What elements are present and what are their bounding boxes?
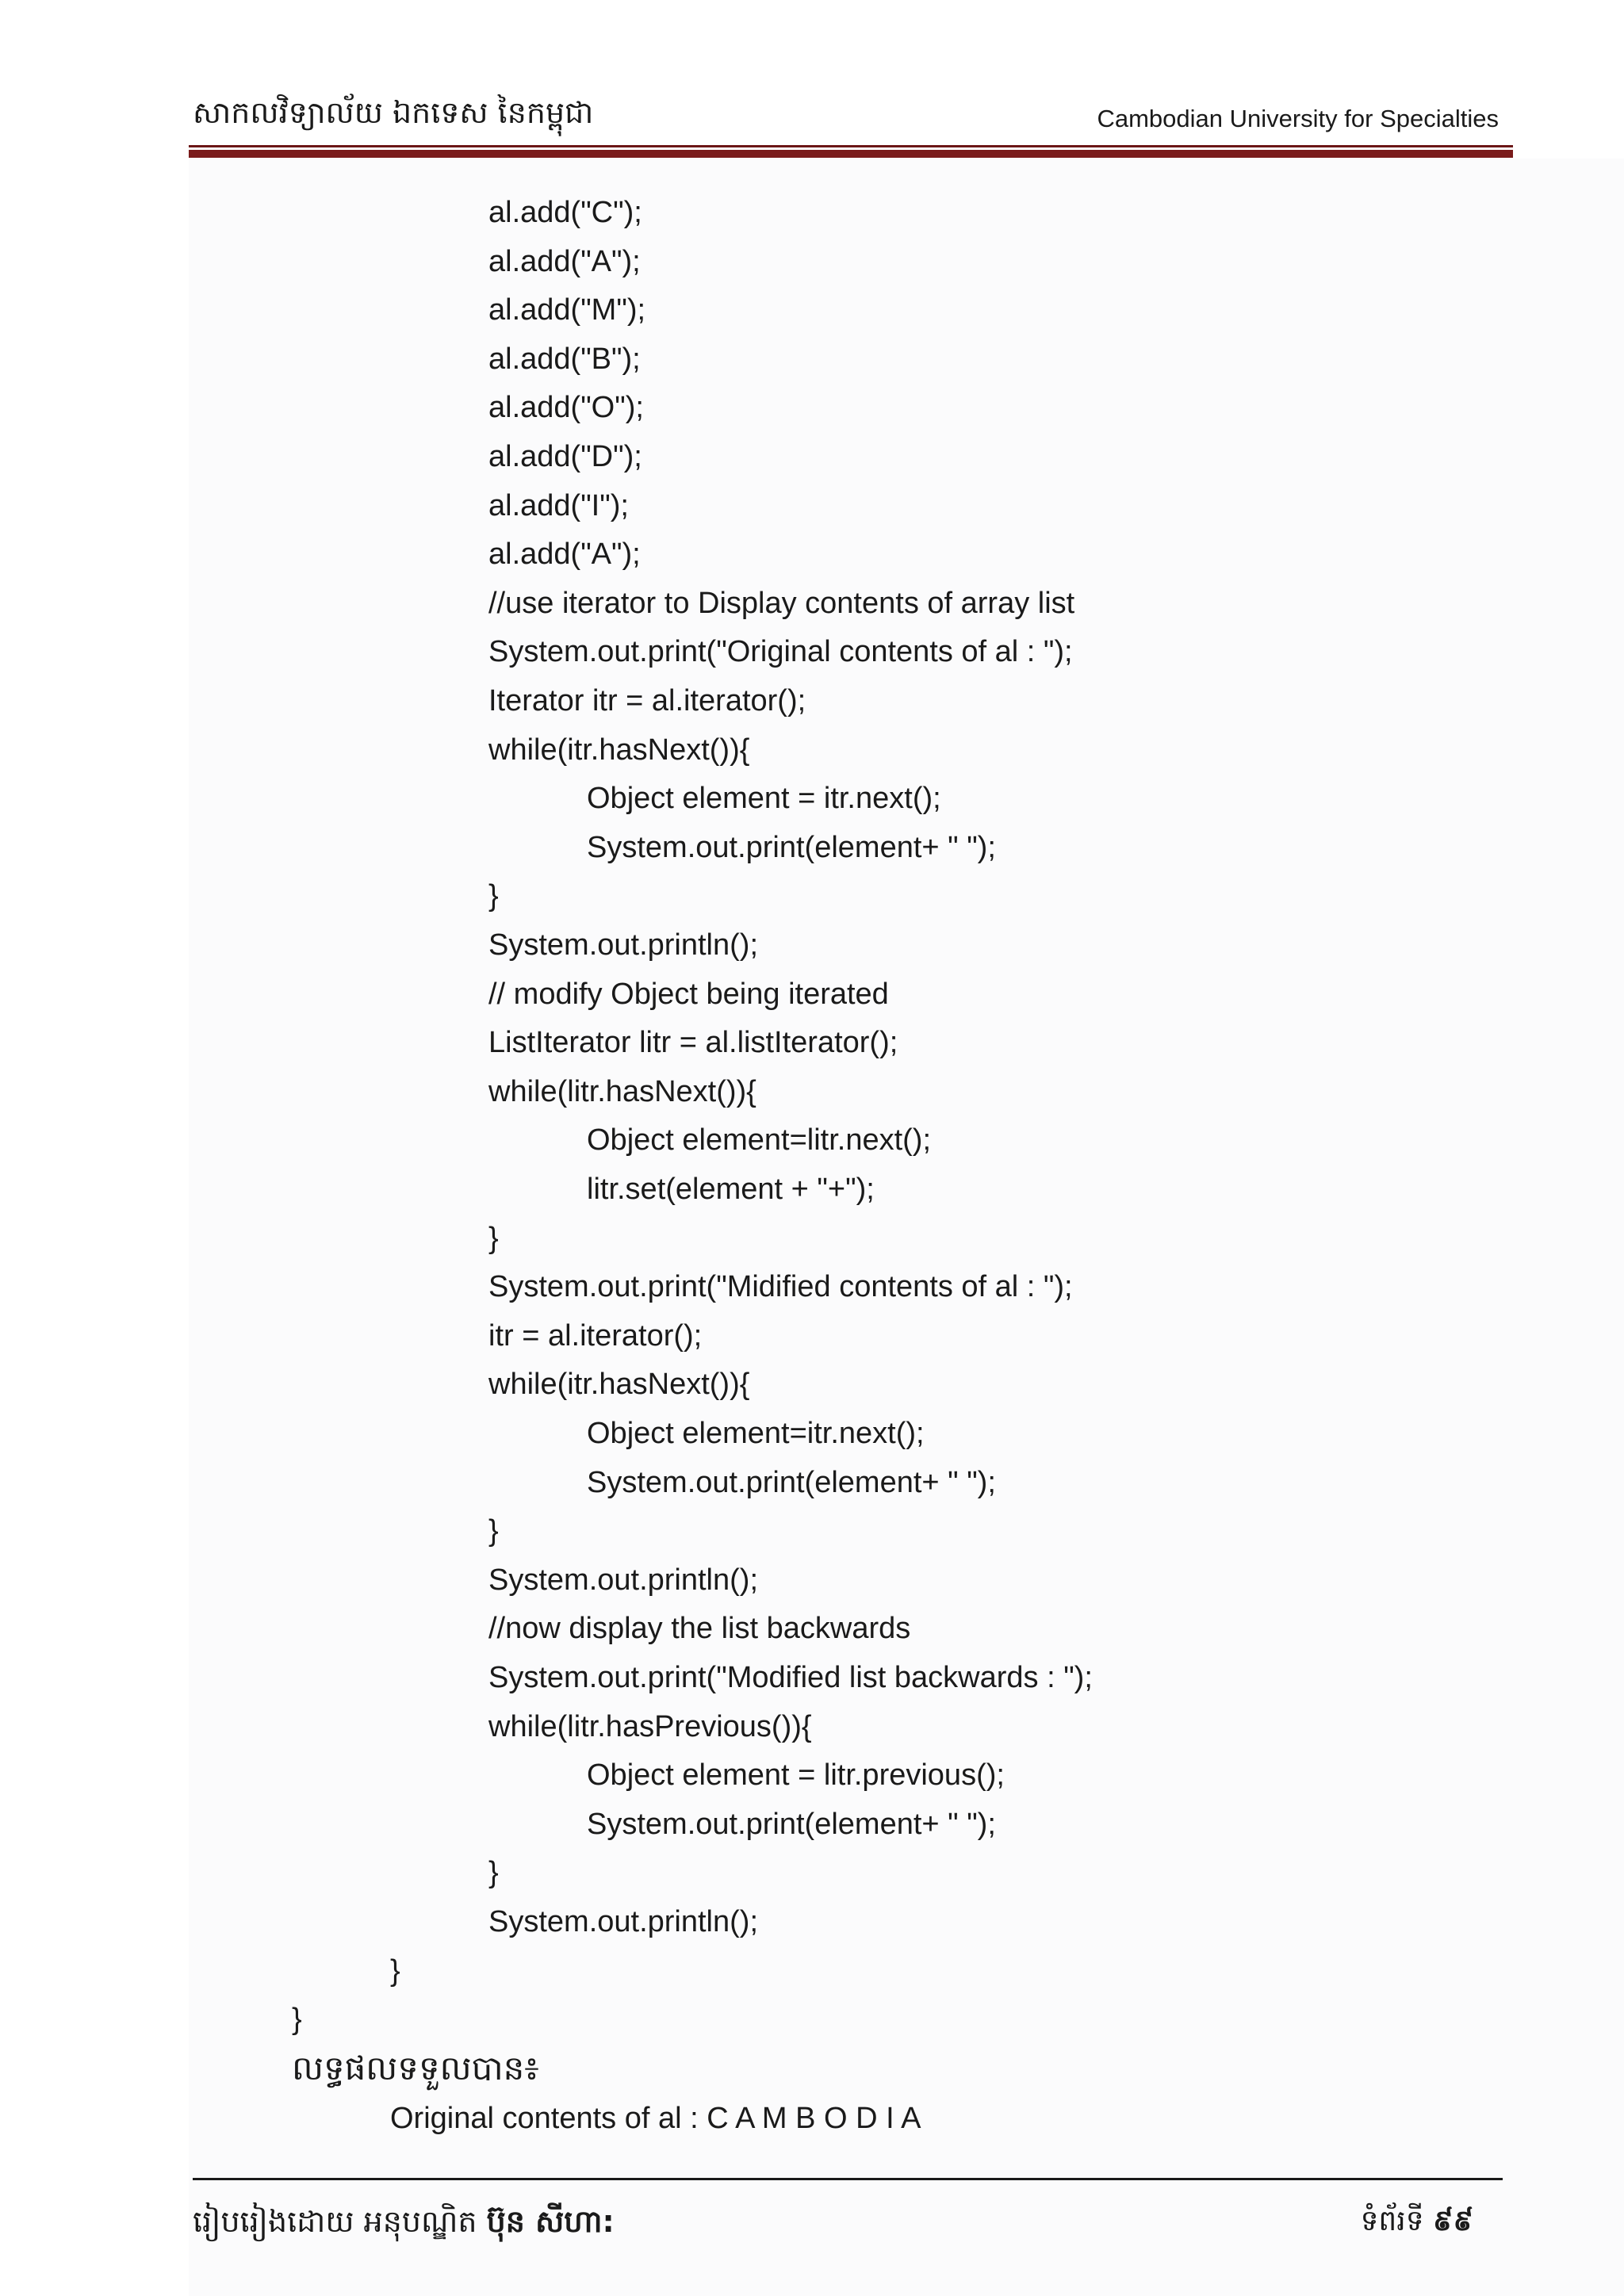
code-line: Object element = itr.next(); bbox=[587, 782, 941, 815]
code-line: al.add("A"); bbox=[488, 245, 641, 278]
code-line: while(itr.hasNext()){ bbox=[488, 1368, 750, 1401]
code-line: al.add("D"); bbox=[488, 440, 642, 473]
code-line: while(litr.hasNext()){ bbox=[488, 1075, 756, 1108]
code-line: } bbox=[292, 2003, 302, 2036]
code-line: ListIterator litr = al.listIterator(); bbox=[488, 1026, 898, 1059]
code-line: } bbox=[488, 879, 499, 913]
code-line: } bbox=[488, 1222, 499, 1255]
header-university-khmer: សាកលវិទ្យាល័យ ឯកទេស នៃកម្ពុជា bbox=[193, 95, 594, 130]
code-line: System.out.println(); bbox=[488, 1905, 758, 1938]
header-rule bbox=[189, 145, 1513, 147]
result-label: លទ្ធផលទទួលបាន៖ bbox=[292, 2049, 539, 2087]
code-line: System.out.print("Original contents of al : "); bbox=[488, 635, 1073, 668]
header-rule-thick bbox=[189, 150, 1513, 158]
code-line: System.out.print("Midified contents of al : "); bbox=[488, 1270, 1073, 1303]
code-line: //now display the list backwards bbox=[488, 1612, 911, 1645]
code-line: Object element = litr.previous(); bbox=[587, 1758, 1005, 1792]
code-line: // modify Object being iterated bbox=[488, 978, 889, 1011]
code-line: Object element=itr.next(); bbox=[587, 1417, 925, 1450]
code-line: System.out.print("Modified list backwards : "); bbox=[488, 1661, 1093, 1694]
header-university-english: Cambodian University for Specialties bbox=[1097, 105, 1499, 132]
code-line: System.out.print(element+ " "); bbox=[587, 831, 996, 864]
page-number: ៩៩ bbox=[1433, 2205, 1473, 2237]
result-output: Original contents of al : C A M B O D I A bbox=[390, 2102, 921, 2135]
code-line: itr = al.iterator(); bbox=[488, 1319, 703, 1353]
code-line: } bbox=[390, 1954, 400, 1988]
footer-prepared-by bbox=[193, 2202, 615, 2247]
page-background bbox=[189, 159, 1624, 2296]
footer-page-label: ទំព័រទី bbox=[1360, 2205, 1424, 2237]
footer-page bbox=[1361, 2202, 1473, 2244]
code-line: al.add("B"); bbox=[488, 342, 641, 376]
code-line: al.add("O"); bbox=[488, 391, 644, 424]
code-line: Iterator itr = al.iterator(); bbox=[488, 684, 806, 718]
code-line: al.add("C"); bbox=[488, 196, 642, 229]
code-line: //use iterator to Display contents of array list bbox=[488, 587, 1075, 620]
code-line: al.add("A"); bbox=[488, 538, 641, 571]
code-line: al.add("M"); bbox=[488, 293, 646, 327]
code-line: System.out.println(); bbox=[488, 928, 758, 962]
code-line: while(litr.hasPrevious()){ bbox=[488, 1710, 812, 1743]
code-line: System.out.println(); bbox=[488, 1563, 758, 1597]
code-line: System.out.print(element+ " "); bbox=[587, 1466, 996, 1499]
footer-rule bbox=[193, 2178, 1503, 2180]
code-line: } bbox=[488, 1856, 499, 1889]
footer-prepared-by-label: រៀបរៀងដោយ អនុបណ្ឌិត bbox=[193, 2204, 477, 2239]
code-line: al.add("I"); bbox=[488, 489, 629, 522]
code-line: while(itr.hasNext()){ bbox=[488, 733, 750, 767]
footer-author: ប៊ុន សីហា: bbox=[486, 2204, 615, 2239]
code-line: } bbox=[488, 1514, 499, 1548]
code-line: Object element=litr.next(); bbox=[587, 1123, 932, 1157]
code-line: litr.set(element + "+"); bbox=[587, 1173, 875, 1206]
code-line: System.out.print(element+ " "); bbox=[587, 1808, 996, 1841]
